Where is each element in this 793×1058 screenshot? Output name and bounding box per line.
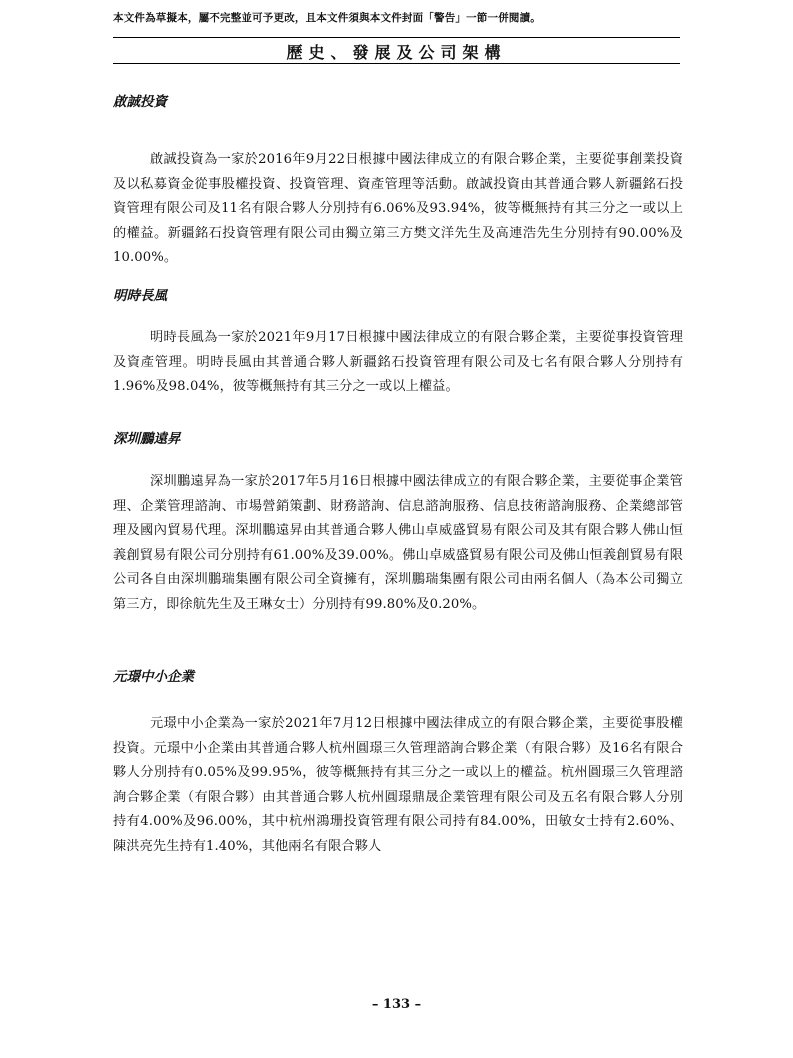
section-qicheng — [113, 92, 683, 271]
section-paragraph: 元璟中小企業為一家於2021年7月12日根據中國法律成立的有限合夥企業，主要從事股權投資。元璟中小企業由其普通合夥人杭州圓璟三久管理諮詢合夥企業（有限合夥）及16名有限合夥人分別持有0.05%及99.95%，彼等概無持有其三分之一或以上的權益。杭州圓璟三久管理諮詢合夥企業（有限合夥）由其普通合夥人杭州圓璟鼎晟企業管理有限公司及五名有限合夥人分別持有4.00%及96.00%，其中杭州鴻珊投資管理有限公司持有84.00%，田敏女士持有2.60%、陳洪亮先生持有1.40%，其他兩名有限合夥人 — [113, 716, 683, 854]
section-yuanjing — [113, 667, 683, 860]
header-rule-top — [113, 37, 680, 38]
section-shenzhen — [113, 429, 683, 618]
header-rule-bottom — [113, 63, 680, 64]
section-paragraph: 啟誠投資為一家於2016年9月22日根據中國法律成立的有限合夥企業，主要從事創業投資及以私募資金從事股權投資、投資管理、資產管理等活動。啟誠投資由其普通合夥人新疆銘石投資管理有限公司及11名有限合夥人分別持有6.06%及93.94%，彼等概無持有其三分之一或以上的權益。新疆銘石投資管理有限公司由獨立第三方樊文洋先生及高連浩先生分別持有90.00%及10.00%。 — [113, 152, 683, 266]
section-title: 啟誠投資 — [113, 94, 167, 110]
section-title: 元璟中小企業 — [113, 669, 194, 685]
page-number: – 133 – — [371, 997, 422, 1012]
section-mingshi — [113, 286, 683, 400]
page-header: 歷史、發展及公司架構 — [286, 43, 507, 62]
section-title: 深圳鵬遠昇 — [113, 431, 181, 447]
section-paragraph: 深圳鵬遠昇為一家於2017年5月16日根據中國法律成立的有限合夥企業，主要從事企業管理、企業管理諮詢、市場營銷策劃、財務諮詢、信息諮詢服務、信息技術諮詢服務、企業總部管理及國內貿易代理。深圳鵬遠昇由其普通合夥人佛山卓威盛貿易有限公司及其有限合夥人佛山恒義創貿易有限公司分別持有61.00%及39.00%。佛山卓威盛貿易有限公司及佛山恒義創貿易有限公司各自由深圳鵬瑞集團有限公司全資擁有，深圳鵬瑞集團有限公司由兩名個人（為本公司獨立第三方，即徐航先生及王琳女士）分別持有99.80%及0.20%。 — [113, 474, 683, 612]
draft-warning: 本文件為草擬本，屬不完整並可予更改，且本文件須與本文件封面「警告」一節一併閱讀。 — [113, 12, 541, 24]
section-paragraph: 明時長風為一家於2021年9月17日根據中國法律成立的有限合夥企業，主要從事投資管理及資產管理。明時長風由其普通合夥人新疆銘石投資管理有限公司及七名有限合夥人分別持有1.96%及98.04%，彼等概無持有其三分之一或以上權益。 — [113, 330, 683, 395]
section-title: 明時長風 — [113, 288, 167, 304]
